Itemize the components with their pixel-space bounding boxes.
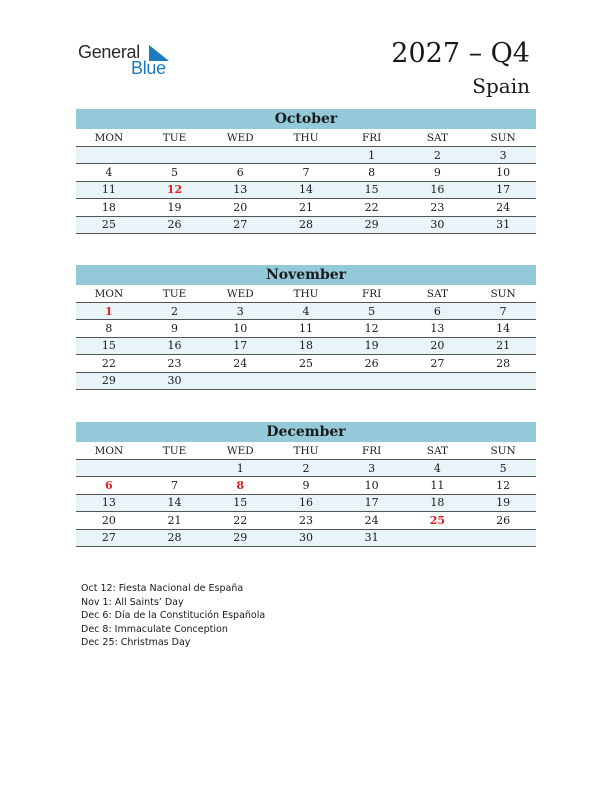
weekday-header: MON xyxy=(76,129,142,147)
day-cell: 30 xyxy=(405,216,471,233)
day-cell: 6 xyxy=(76,477,142,494)
day-cell: 23 xyxy=(142,355,208,372)
day-cell: 18 xyxy=(273,337,339,354)
day-cell: 16 xyxy=(142,337,208,354)
day-cell: 18 xyxy=(405,494,471,511)
day-cell: 13 xyxy=(207,181,273,198)
weekday-header: TUE xyxy=(142,285,208,303)
day-cell: 1 xyxy=(207,460,273,477)
day-cell xyxy=(273,147,339,164)
day-cell: 4 xyxy=(76,164,142,181)
day-cell xyxy=(207,147,273,164)
day-cell xyxy=(273,372,339,389)
week-row xyxy=(76,337,536,354)
day-cell: 23 xyxy=(273,512,339,529)
day-cell xyxy=(207,372,273,389)
day-cell: 26 xyxy=(339,355,405,372)
day-cell: 22 xyxy=(207,512,273,529)
week-row xyxy=(76,164,536,181)
day-cell: 21 xyxy=(142,512,208,529)
day-cell: 22 xyxy=(339,199,405,216)
weekday-header: TUE xyxy=(142,442,208,460)
day-cell: 28 xyxy=(273,216,339,233)
holiday-note: Oct 12: Fiesta Nacional de España xyxy=(81,583,244,594)
day-cell: 28 xyxy=(142,529,208,546)
weekday-header: WED xyxy=(207,442,273,460)
day-cell: 15 xyxy=(339,181,405,198)
day-cell: 10 xyxy=(339,477,405,494)
day-cell: 24 xyxy=(207,355,273,372)
day-cell: 13 xyxy=(76,494,142,511)
day-cell: 17 xyxy=(207,337,273,354)
day-cell: 14 xyxy=(142,494,208,511)
week-row xyxy=(76,529,536,546)
day-cell: 5 xyxy=(142,164,208,181)
week-row xyxy=(76,199,536,216)
week-row xyxy=(76,460,536,477)
day-cell: 26 xyxy=(142,216,208,233)
logo-word-general: General xyxy=(78,42,140,62)
page-title: 2027 – Q4 xyxy=(391,38,530,69)
day-cell xyxy=(76,147,142,164)
day-cell: 6 xyxy=(207,164,273,181)
weekday-header: SUN xyxy=(470,129,536,147)
day-cell: 11 xyxy=(273,320,339,337)
day-cell: 2 xyxy=(405,147,471,164)
weekday-header: THU xyxy=(273,129,339,147)
week-row xyxy=(76,216,536,233)
day-cell: 6 xyxy=(405,303,471,320)
day-cell: 7 xyxy=(273,164,339,181)
day-cell: 29 xyxy=(76,372,142,389)
day-cell: 3 xyxy=(207,303,273,320)
day-cell: 22 xyxy=(76,355,142,372)
week-row xyxy=(76,477,536,494)
day-cell xyxy=(470,372,536,389)
day-cell: 11 xyxy=(405,477,471,494)
weekday-header: FRI xyxy=(339,129,405,147)
day-cell: 30 xyxy=(273,529,339,546)
day-cell: 29 xyxy=(339,216,405,233)
day-cell: 20 xyxy=(207,199,273,216)
day-cell: 17 xyxy=(339,494,405,511)
day-cell: 5 xyxy=(470,460,536,477)
day-cell: 12 xyxy=(339,320,405,337)
day-cell: 20 xyxy=(405,337,471,354)
weekday-header: SAT xyxy=(405,442,471,460)
day-cell xyxy=(142,460,208,477)
day-cell: 16 xyxy=(405,181,471,198)
day-cell xyxy=(405,372,471,389)
month-title: December xyxy=(76,422,536,442)
day-cell: 28 xyxy=(470,355,536,372)
day-cell: 27 xyxy=(76,529,142,546)
day-cell: 16 xyxy=(273,494,339,511)
holiday-note: Dec 6: Día de la Constitución Española xyxy=(81,610,266,622)
day-cell: 23 xyxy=(405,199,471,216)
week-row xyxy=(76,181,536,198)
weekday-header: THU xyxy=(273,442,339,460)
day-cell: 3 xyxy=(339,460,405,477)
day-cell: 31 xyxy=(470,216,536,233)
day-cell: 25 xyxy=(273,355,339,372)
day-cell: 1 xyxy=(339,147,405,164)
day-cell: 14 xyxy=(273,181,339,198)
month-december xyxy=(76,422,536,547)
day-cell: 5 xyxy=(339,303,405,320)
day-cell xyxy=(142,147,208,164)
day-cell: 17 xyxy=(470,181,536,198)
day-cell: 24 xyxy=(339,512,405,529)
week-row xyxy=(76,512,536,529)
day-cell: 15 xyxy=(207,494,273,511)
holiday-note: Nov 1: All Saints’ Day xyxy=(81,596,184,608)
day-cell: 8 xyxy=(76,320,142,337)
week-row xyxy=(76,372,536,389)
day-cell: 25 xyxy=(76,216,142,233)
day-cell: 3 xyxy=(470,147,536,164)
weekday-header: FRI xyxy=(339,285,405,303)
day-cell: 13 xyxy=(405,320,471,337)
weekday-header: SAT xyxy=(405,285,471,303)
day-cell: 1 xyxy=(76,303,142,320)
day-cell: 26 xyxy=(470,512,536,529)
day-cell: 21 xyxy=(470,337,536,354)
day-cell: 27 xyxy=(405,355,471,372)
month-grid xyxy=(76,129,536,234)
logo xyxy=(78,42,178,82)
weekday-header: SUN xyxy=(470,285,536,303)
day-cell: 11 xyxy=(76,181,142,198)
day-cell: 19 xyxy=(142,199,208,216)
weekday-header: TUE xyxy=(142,129,208,147)
holiday-note: Dec 8: Immaculate Conception xyxy=(81,623,228,635)
day-cell: 31 xyxy=(339,529,405,546)
day-cell xyxy=(405,529,471,546)
day-cell: 4 xyxy=(273,303,339,320)
logo-word-blue: Blue xyxy=(131,58,166,78)
month-october xyxy=(76,109,536,234)
month-title: October xyxy=(76,109,536,129)
weekday-header: SUN xyxy=(470,442,536,460)
week-row xyxy=(76,494,536,511)
country-name: Spain xyxy=(472,74,530,98)
month-grid xyxy=(76,285,536,390)
day-cell: 15 xyxy=(76,337,142,354)
day-cell xyxy=(470,529,536,546)
day-cell: 8 xyxy=(207,477,273,494)
day-cell: 10 xyxy=(207,320,273,337)
day-cell: 8 xyxy=(339,164,405,181)
weekday-header: MON xyxy=(76,285,142,303)
weekday-header: SAT xyxy=(405,129,471,147)
day-cell: 20 xyxy=(76,512,142,529)
holiday-list xyxy=(81,582,265,650)
day-cell: 29 xyxy=(207,529,273,546)
day-cell: 4 xyxy=(405,460,471,477)
day-cell: 14 xyxy=(470,320,536,337)
month-title: November xyxy=(76,265,536,285)
month-november xyxy=(76,265,536,390)
day-cell: 2 xyxy=(273,460,339,477)
weekday-header: WED xyxy=(207,129,273,147)
day-cell: 19 xyxy=(470,494,536,511)
day-cell: 25 xyxy=(405,512,471,529)
day-cell: 27 xyxy=(207,216,273,233)
day-cell: 12 xyxy=(470,477,536,494)
day-cell: 10 xyxy=(470,164,536,181)
weekday-header: WED xyxy=(207,285,273,303)
day-cell: 7 xyxy=(470,303,536,320)
day-cell: 9 xyxy=(273,477,339,494)
holiday-note: Dec 25: Christmas Day xyxy=(81,637,191,649)
day-cell xyxy=(76,460,142,477)
day-cell: 9 xyxy=(142,320,208,337)
weekday-header: THU xyxy=(273,285,339,303)
day-cell: 7 xyxy=(142,477,208,494)
day-cell: 24 xyxy=(470,199,536,216)
day-cell: 12 xyxy=(142,181,208,198)
week-row xyxy=(76,147,536,164)
week-row xyxy=(76,320,536,337)
day-cell xyxy=(339,372,405,389)
day-cell: 2 xyxy=(142,303,208,320)
month-grid xyxy=(76,442,536,547)
day-cell: 19 xyxy=(339,337,405,354)
week-row xyxy=(76,355,536,372)
day-cell: 18 xyxy=(76,199,142,216)
week-row xyxy=(76,303,536,320)
day-cell: 30 xyxy=(142,372,208,389)
weekday-header: MON xyxy=(76,442,142,460)
weekday-header: FRI xyxy=(339,442,405,460)
day-cell: 9 xyxy=(405,164,471,181)
day-cell: 21 xyxy=(273,199,339,216)
